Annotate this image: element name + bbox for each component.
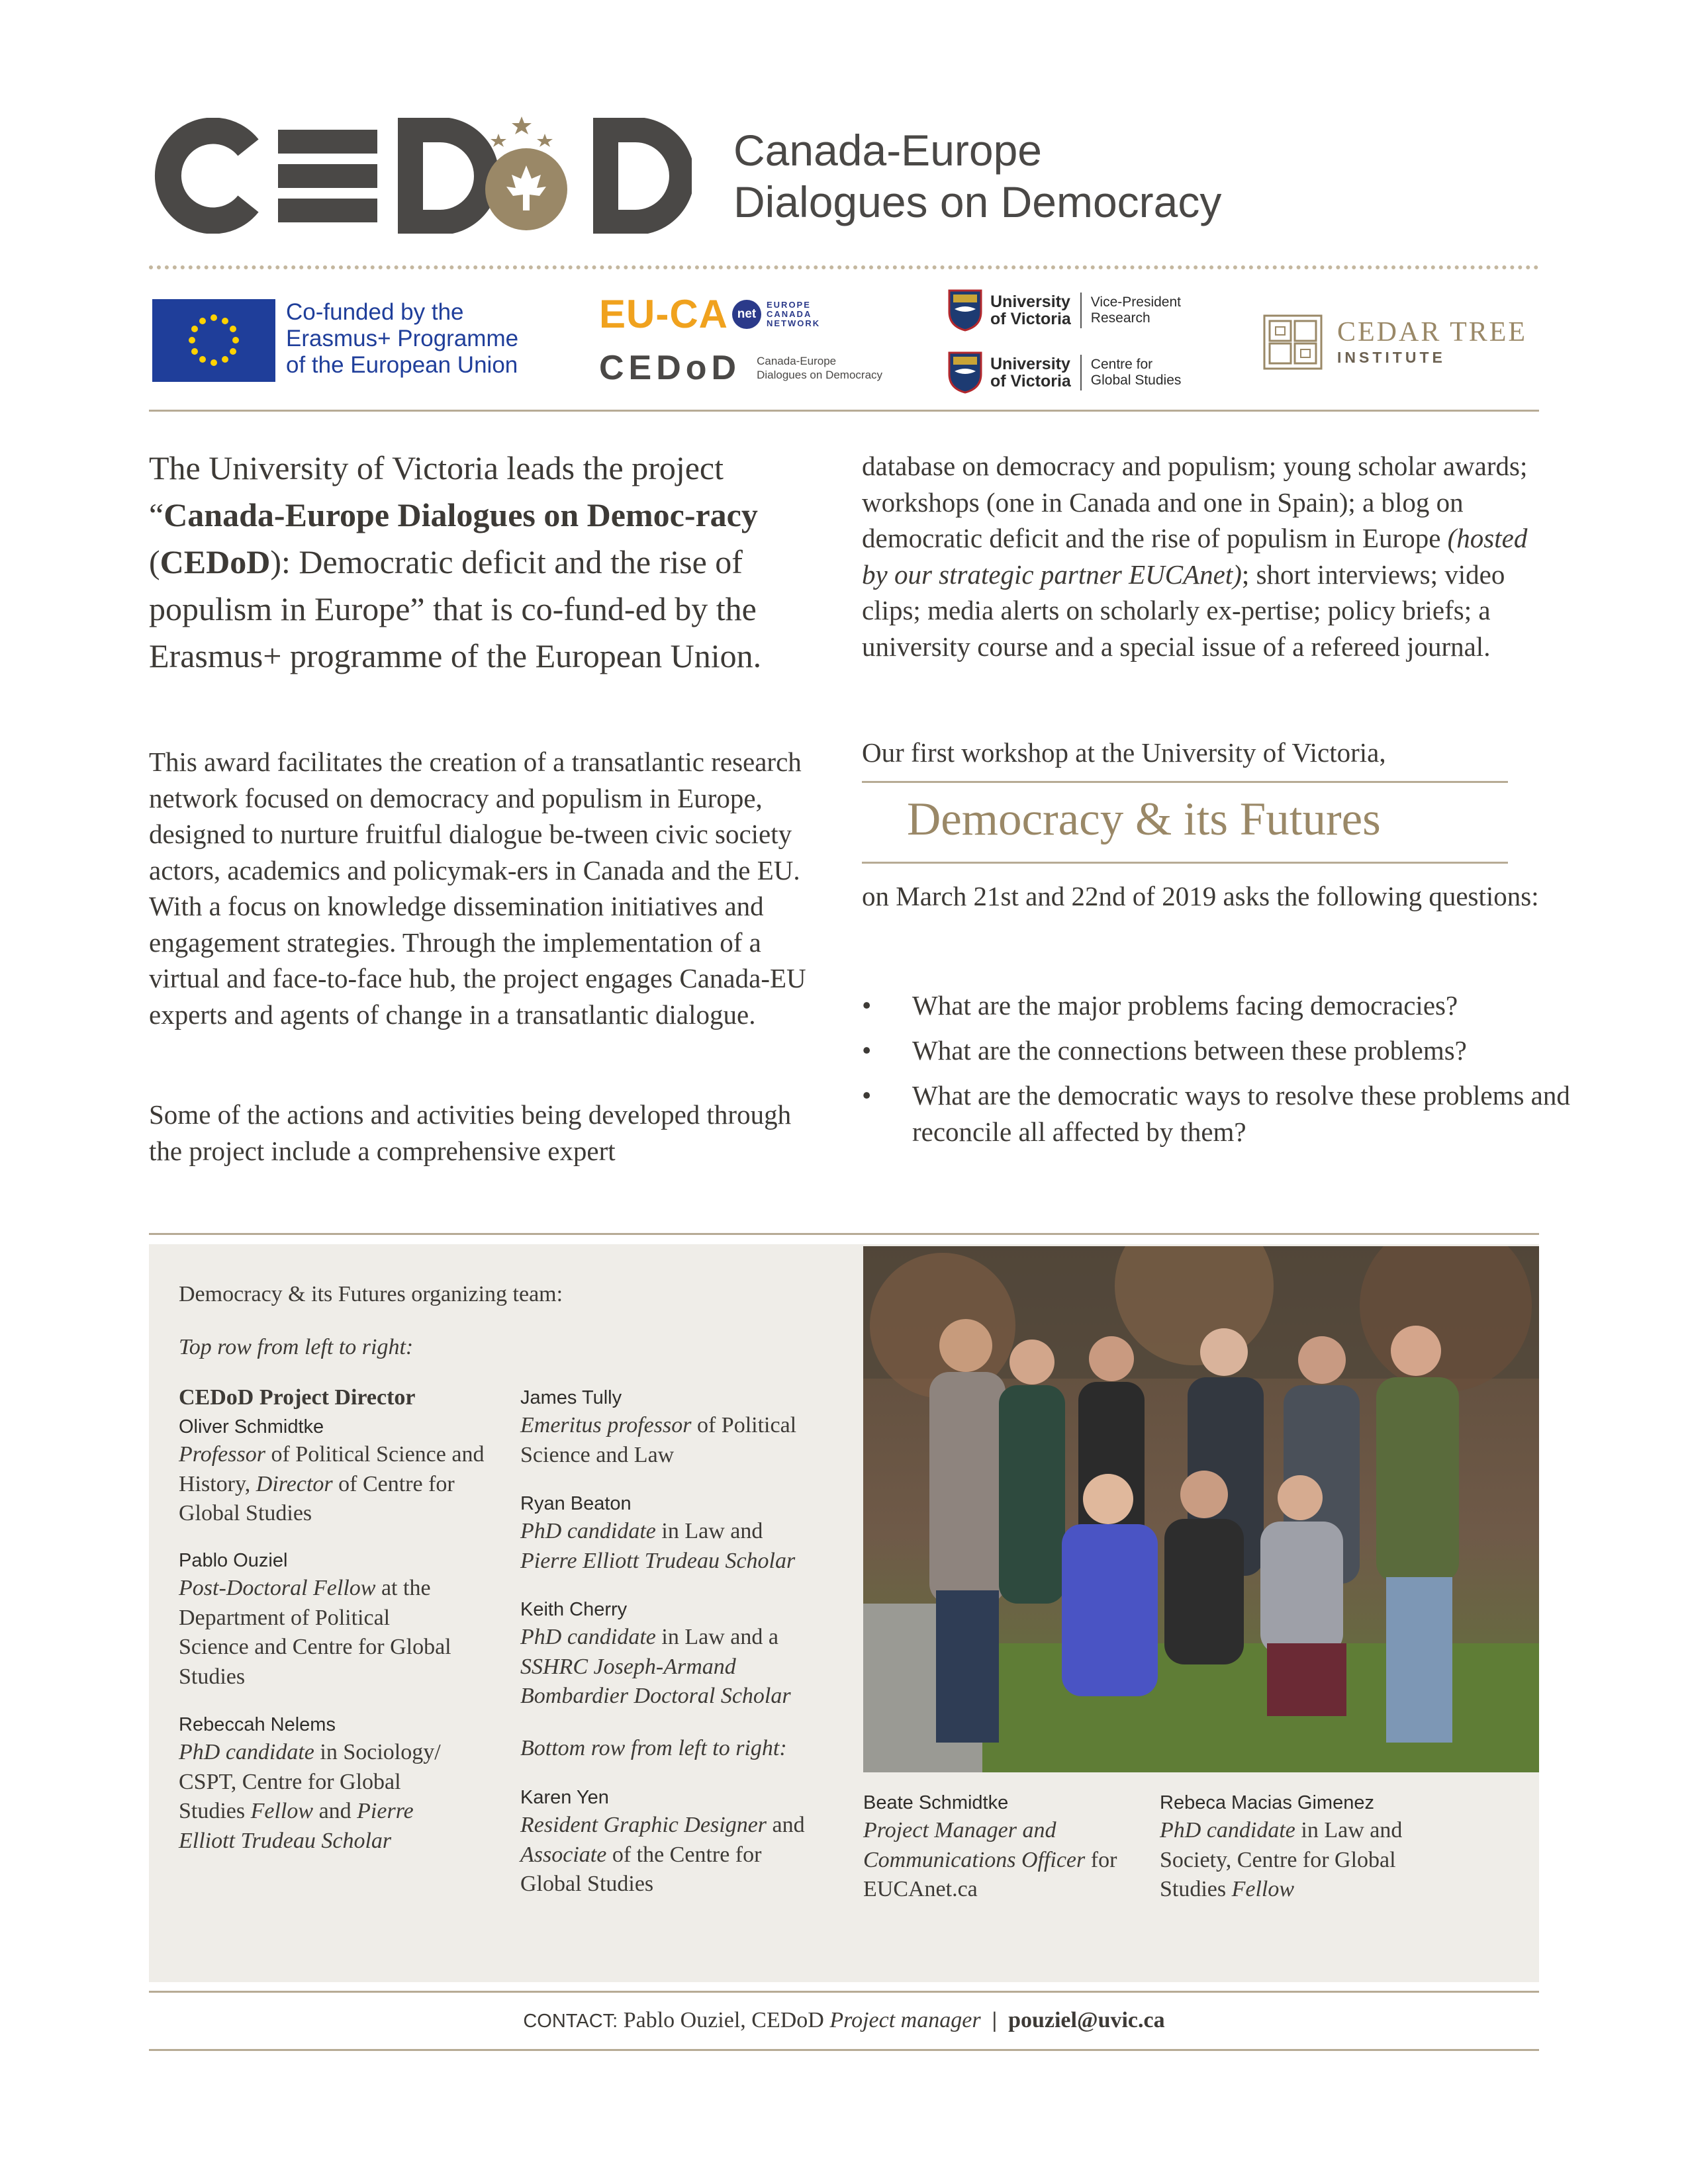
member-name: Rebeca Macias Gimenez [1160, 1792, 1374, 1813]
member-name: Rebeccah Nelems [179, 1714, 336, 1735]
role-title: Fellow [1231, 1877, 1295, 1901]
role-title: Resident Graphic Designer [520, 1813, 767, 1837]
uvic-name-line1: University [990, 355, 1070, 373]
role-text: for EUCAnet.ca [863, 1847, 1117, 1901]
role-title: PhD candidate [179, 1740, 314, 1764]
role-title: PhD candidate [520, 1519, 656, 1543]
role-title: Pierre Elliott Trudeau Scholar [179, 1799, 414, 1853]
role-title: PhD candidate [520, 1625, 656, 1649]
question-text: What are the connections between these problems? [912, 1035, 1467, 1066]
role-title: Director [256, 1471, 333, 1496]
eu-funding-text [286, 299, 518, 379]
award-paragraph: This award facilitates the creation of a transatlantic research network focused on democracy and populism in Europe, designed to nurture fruitful dialogue be-tween civic society actors, academics and policymak-ers in Canada and the EU. With a focus on knowledge dissemination initiatives and engagement strategies. Through the implementation of a virtual and face-to-face hub, the project engages Canada-EU experts and agents of change in a transatlantic dialogue. [149, 747, 806, 1030]
member-role [179, 1574, 457, 1692]
role-title: Associate [520, 1842, 607, 1867]
role-title: Emeritus professor [520, 1413, 692, 1437]
contact-role: Project manager [829, 2008, 981, 2032]
tagline-line2: Dialogues on Democracy [733, 177, 1222, 226]
contact-email[interactable]: pouziel@uvic.ca [1008, 2008, 1165, 2032]
bullet-icon: • [862, 1080, 872, 1111]
uvic-shield-icon [948, 351, 982, 394]
contact-label: CONTACT: [523, 2011, 618, 2032]
workshop-intro: Our first workshop at the University of Victoria, [862, 737, 1386, 768]
member-name: Pablo Ouziel [179, 1550, 288, 1571]
contact-line [0, 2008, 1688, 2033]
member-name: Ryan Beaton [520, 1493, 632, 1514]
team-photo [863, 1246, 1539, 1772]
contact-top-rule [149, 1991, 1539, 1993]
eu-line1: Co-funded by the [286, 299, 464, 325]
project-acronym: CEDoD [160, 543, 271, 580]
uvic-vpr-logo [948, 289, 1181, 332]
member-role [179, 1440, 490, 1529]
question-text: What are the democratic ways to resolve these problems and reconcile all affected by them? [912, 1080, 1570, 1147]
uvic-name-line2: of Victoria [990, 310, 1071, 328]
workshop-title-rule-bottom [862, 862, 1508, 864]
role-text: of the Centre for Global Studies [520, 1842, 762, 1896]
member-name: Keith Cherry [520, 1599, 628, 1620]
role-text: of Political Science and History, [179, 1442, 485, 1496]
actions-paragraph: Some of the actions and activities being developed through the project include a comprehensive expert [149, 1099, 792, 1166]
lead-text-5: ): Democratic deficit and the rise of populism in Europe” that is co-fund-ed by the Erasmus+ programme of the European Union. [149, 543, 762, 674]
eucanet-name [767, 300, 820, 328]
eucanet-logo [599, 292, 821, 336]
member-role [520, 1411, 831, 1470]
cedar-line1: CEDAR TREE [1337, 317, 1528, 347]
activities-paragraph [862, 448, 1544, 664]
panel-top-rule [149, 1233, 1539, 1235]
bullet-icon: • [862, 990, 872, 1021]
member-name: Karen Yen [520, 1787, 609, 1808]
eucanet-line3: NETWORK [767, 318, 821, 328]
activities-text-1: database on democracy and populism; young scholar awards; workshops (one in Canada and one in Spain); a blog on democratic deficit and the rise of populism in Europe [862, 451, 1528, 553]
top-row-caption: Top row from left to right: [179, 1335, 414, 1359]
lead-paragraph [149, 445, 831, 680]
role-title: Pierre Elliott Trudeau Scholar [520, 1548, 796, 1573]
cedod-small-mark: CEDoD [599, 349, 741, 387]
director-heading: CEDoD Project Director [179, 1385, 416, 1410]
cedar-tree-name [1337, 317, 1527, 367]
cedod-logo [149, 118, 692, 255]
role-text: in Law and Society, Centre for Global Studies [1160, 1818, 1403, 1901]
lead-text-1: The University of Victoria leads the project “ [149, 449, 724, 533]
uvic-name-line1: University [990, 293, 1070, 311]
lead-text-3: ( [149, 543, 160, 580]
cedar-tree-logo [1263, 314, 1527, 370]
role-title: Project Manager and Communications Officer [863, 1818, 1086, 1872]
project-name: Canada-Europe Dialogues on Democ-racy [164, 496, 758, 533]
bullet-icon: • [862, 1035, 872, 1066]
contact-separator: | [980, 2008, 1009, 2032]
uvic-unit2-line2: Global Studies [1090, 373, 1182, 388]
eucanet-line1: EUROPE [767, 300, 811, 310]
role-text: and [313, 1799, 357, 1823]
member-role [179, 1738, 470, 1856]
contact-bottom-rule [149, 2049, 1539, 2051]
uvic-unit-cfgs [1091, 357, 1182, 388]
cedod-small-logo [599, 351, 882, 385]
member-name: Beate Schmidtke [863, 1792, 1009, 1813]
role-text: at the Department of Political Science and Centre for Global Studies [179, 1576, 451, 1689]
eu-line3: of the European Union [286, 352, 518, 378]
bottom-row-caption: Bottom row from left to right: [520, 1736, 787, 1760]
cedar-tree-icon [1263, 314, 1323, 370]
activities-partner-note: (hosted by our strategic partner EUCAnet) [862, 523, 1528, 590]
team-heading: Democracy & its Futures organizing team: [179, 1282, 563, 1306]
role-title: Professor [179, 1442, 265, 1467]
header-divider [149, 265, 1539, 269]
member-role [520, 1811, 812, 1899]
uvic-divider [1080, 355, 1082, 390]
cedar-line2: INSTITUTE [1337, 349, 1446, 366]
uvic-name [990, 293, 1071, 328]
role-text: of Political Science and Law [520, 1413, 797, 1467]
cedod-logo-mark [149, 118, 692, 234]
role-text: and [767, 1813, 805, 1837]
member-name: James Tully [520, 1387, 622, 1408]
member-role [863, 1816, 1141, 1905]
logos-divider [149, 410, 1539, 412]
tagline [733, 124, 1221, 228]
eucanet-badge: net [732, 300, 761, 329]
role-title: Fellow [250, 1799, 314, 1823]
eu-flag-icon [152, 299, 275, 382]
uvic-unit1-line2: Research [1090, 310, 1150, 326]
workshop-title-rule-top [862, 781, 1508, 783]
activities-text-3: ; short interviews; video clips; media alerts on scholarly ex-pertise; policy briefs; a university course and a special issue of a refereed journal. [862, 559, 1505, 662]
question-text: What are the major problems facing democracies? [912, 990, 1458, 1021]
member-role [520, 1623, 812, 1711]
member-name: Oliver Schmidtke [179, 1416, 324, 1437]
contact-name: Pablo Ouziel, CEDoD [618, 2008, 830, 2032]
workshop-date: on March 21st and 22nd of 2019 asks the following questions: [862, 881, 1539, 911]
uvic-divider [1080, 293, 1082, 328]
uvic-unit1-line1: Vice-President [1090, 295, 1181, 310]
uvic-shield-icon [948, 289, 982, 332]
eucanet-line2: CANADA [767, 309, 812, 319]
role-title: PhD candidate [1160, 1818, 1295, 1843]
member-role [1160, 1816, 1444, 1905]
workshop-title: Democracy & its Futures [907, 794, 1381, 845]
role-text: in Sociology/ CSPT, Centre for Global Studies [179, 1740, 441, 1823]
role-title: Post-Doctoral Fellow [179, 1576, 376, 1600]
uvic-cfgs-logo [948, 351, 1181, 394]
member-role [520, 1517, 812, 1576]
cedod-small-line1: Canada-Europe [757, 355, 837, 367]
eu-line2: Erasmus+ Programme [286, 326, 519, 351]
cedod-small-line2: Dialogues on Democracy [757, 369, 883, 381]
stars-icon [489, 114, 555, 147]
cedod-small-tagline [757, 354, 882, 382]
uvic-unit2-line1: Centre for [1090, 357, 1153, 372]
eucanet-mark: EU-CA [599, 292, 728, 336]
uvic-name-line2: of Victoria [990, 372, 1071, 390]
role-text: in Law and [655, 1519, 763, 1543]
role-text: of Centre for Global Studies [179, 1471, 455, 1525]
role-title: SSHRC Joseph-Armand Bombardier Doctoral Scholar [520, 1654, 791, 1708]
uvic-unit-vpr [1091, 295, 1181, 326]
tagline-line1: Canada-Europe [733, 126, 1042, 175]
role-text: in Law and a [655, 1625, 778, 1649]
uvic-name [990, 355, 1071, 390]
